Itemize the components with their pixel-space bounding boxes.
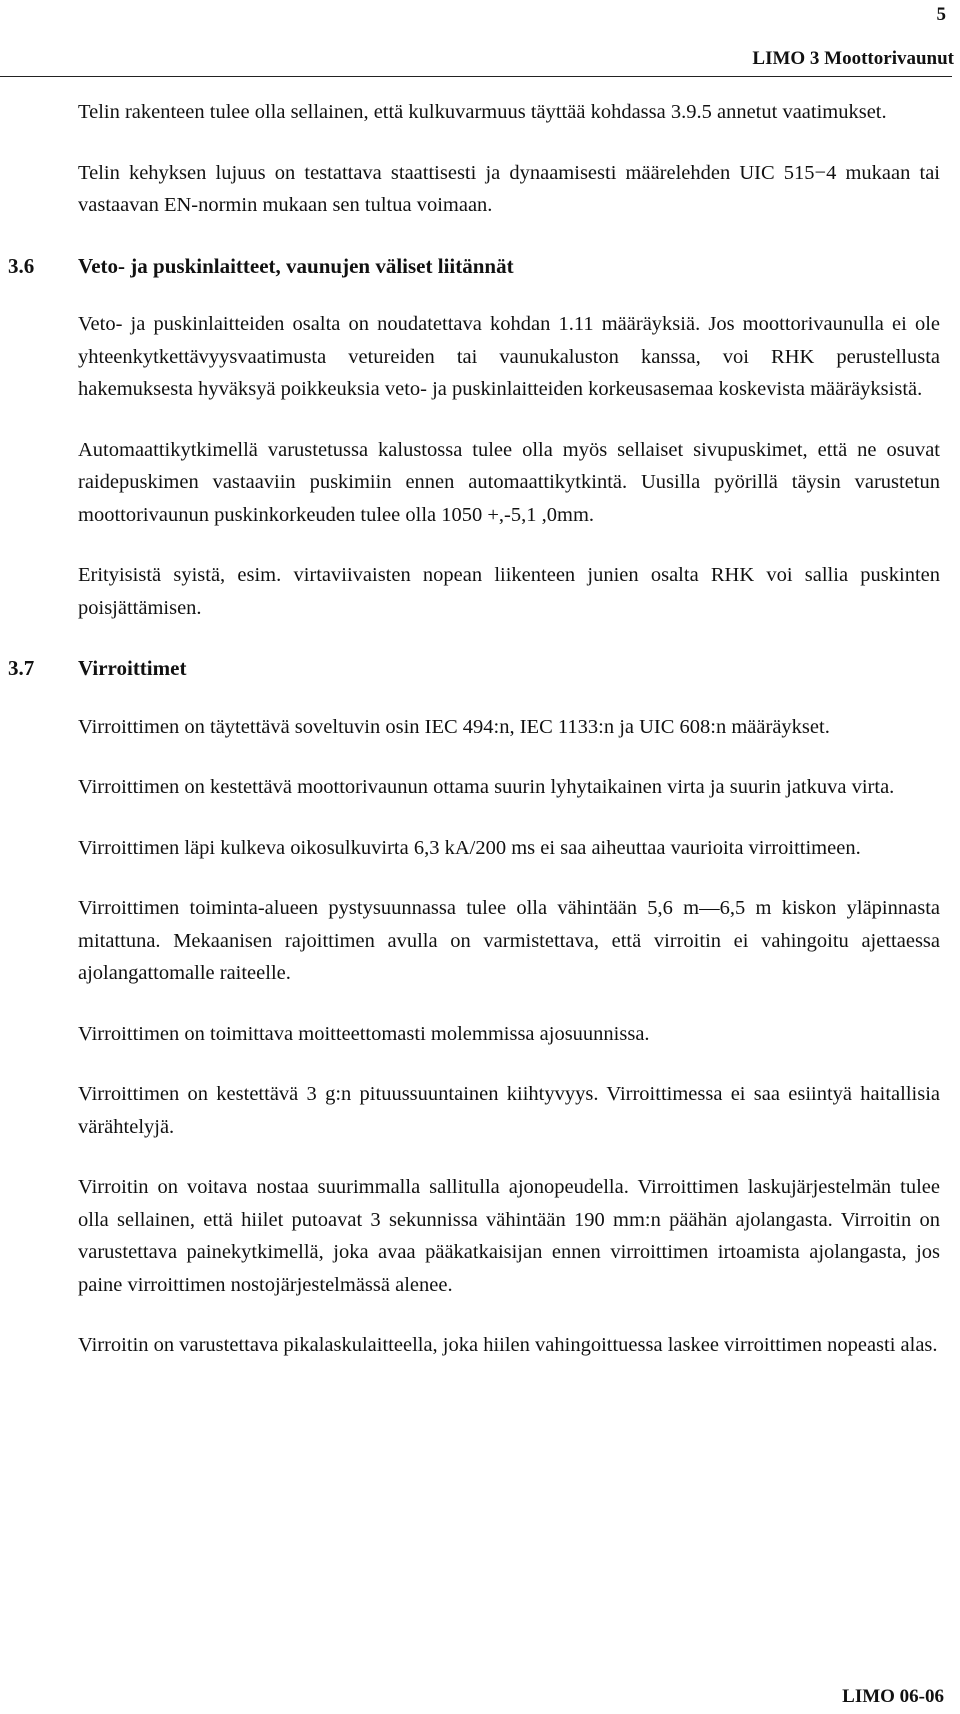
section-title: Veto- ja puskinlaitteet, vaunujen väliset liitännät bbox=[78, 253, 514, 278]
paragraph: Erityisistä syistä, esim. virtaviivaisten nopean liikenteen junien osalta RHK voi sallia puskinten poisjättämisen. bbox=[78, 564, 940, 619]
paragraph: Virroittimen on kestettävä 3 g:n pituussuuntainen kiihtyvyys. Virroittimessa ei saa esiintyä haitallisia värähtelyjä. bbox=[78, 1083, 940, 1138]
running-title: LIMO 3 Moottorivaunut bbox=[752, 48, 954, 69]
document-body bbox=[8, 96, 940, 1390]
paragraph: Virroittimen läpi kulkeva oikosulkuvirta 6,3 kA/200 ms ei saa aiheuttaa vaurioita virroittimeen. bbox=[78, 836, 861, 859]
footer-label: LIMO 06-06 bbox=[842, 1686, 944, 1707]
paragraph: Virroittimen on kestettävä moottorivaunun ottama suurin lyhytaikainen virta ja suurin jatkuva virta. bbox=[78, 776, 895, 798]
paragraph: Virroittimen on toimittava moitteettomasti molemmissa ajosuunnissa. bbox=[78, 1022, 650, 1045]
section-number: 3.6 bbox=[8, 253, 35, 278]
paragraph: Virroittimen on täytettävä soveltuvin osin IEC 494:n, IEC 1133:n ja UIC 608:n määräykset. bbox=[78, 715, 830, 738]
paragraph: Virroittimen toiminta-alueen pystysuunnassa tulee olla vähintään 5,6 m—6,5 m kiskon yläpinnasta mitattuna. Mekaanisen rajoittimen avulla on varmistettava, että virroitin ei vahingoitu ajettaessa ajolangattomalle raiteelle. bbox=[78, 897, 940, 984]
section-title: Virroittimet bbox=[78, 656, 187, 680]
section-heading-3-7 bbox=[8, 652, 940, 685]
paragraph: Veto- ja puskinlaitteiden osalta on noudatettava kohdan 1.11 määräyksiä. Jos moottorivaunulla ei ole yhteenkytkettävyysvaatimusta vetureiden tai vaunukaluston kanssa, voi RHK perustellusta hakemuksesta hyväksyä poikkeuksia veto- ja puskinlaitteiden korkeusasemaa koskevista määräyksistä. bbox=[78, 313, 940, 400]
section-number: 3.7 bbox=[8, 656, 35, 680]
paragraph: Virroitin on voitava nostaa suurimmalla sallitulla ajonopeudella. Virroittimen laskujärjestelmän tulee olla sellainen, että hiilet putoavat 3 sekunnissa vähintään 190 mm:n päähän ajolangasta. Virroitin on varustettava painekytkimellä, joka avaa pääkatkaisijan ennen virroittimen irtoamista ajolangasta, jos paine virroittimen nostojärjestelmässä alenee. bbox=[78, 1176, 940, 1296]
paragraph: Automaattikytkimellä varustetussa kalustossa tulee olla myös sellaiset sivupuskimet, että ne osuvat raidepuskimen vastaaviin puskimiin ennen automaattikytkintä. Uusilla pyörillä täysin varustetun moottorivaunun puskinkorkeuden tulee olla 1050 +,-5,1 ,0mm. bbox=[78, 438, 940, 526]
section-heading-3-6 bbox=[8, 250, 940, 283]
paragraph: Telin kehyksen lujuus on testattava staattisesti ja dynaamisesti määrelehden UIC 515−4 mukaan tai vastaavan EN-normin mukaan sen tultua voimaan. bbox=[78, 161, 940, 216]
header-rule bbox=[0, 76, 952, 77]
page-number: 5 bbox=[936, 4, 946, 25]
paragraph: Telin rakenteen tulee olla sellainen, että kulkuvarmuus täyttää kohdassa 3.9.5 annetut vaatimukset. bbox=[78, 101, 887, 123]
paragraph: Virroitin on varustettava pikalaskulaitteella, joka hiilen vahingoittuessa laskee virroittimen nopeasti alas. bbox=[78, 1334, 938, 1356]
